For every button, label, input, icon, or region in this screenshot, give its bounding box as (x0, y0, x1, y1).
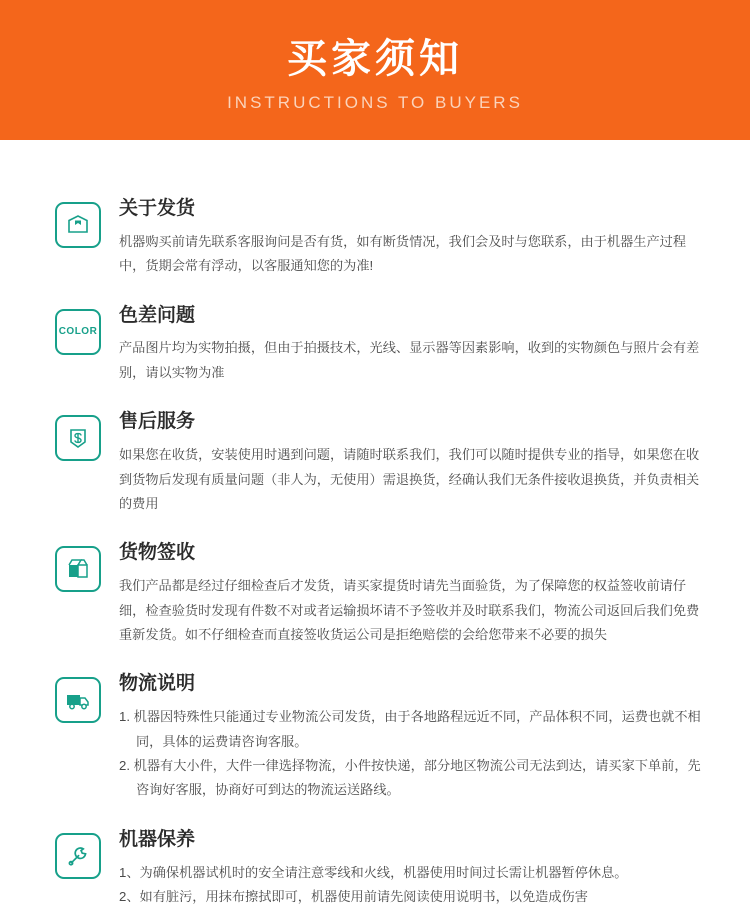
list-item: 1. 机器因特殊性只能通过专业物流公司发货，由于各地路程远近不同，产品体积不同，运费也就不相同，具体的运费请咨询客服。 (119, 709, 701, 749)
page-title: 买家须知 (287, 37, 463, 81)
section-paragraph: 产品图片均为实物拍摄，但由于拍摄技术，光线、显示器等因素影响，收到的实物颜色与照片会有差别，请以实物为准 (119, 340, 700, 380)
section-goods-receipt (55, 542, 710, 647)
page-subtitle: INSTRUCTIONS TO BUYERS (227, 93, 523, 112)
section-body (119, 542, 710, 647)
section-paragraph: 机器购买前请先联系客服询问是否有货，如有断货情况，我们会及时与您联系，由于机器生产过程中，货期会常有浮动，以客服通知您的为准! (119, 233, 687, 274)
section-color-difference (55, 305, 710, 386)
section-after-sales (55, 411, 710, 516)
delivery-truck-icon (55, 677, 101, 723)
open-carton-icon (55, 546, 101, 592)
page-banner (0, 0, 750, 140)
list-item: 1、为确保机器试机时的安全请注意零线和火线，机器使用时间过长需让机器暂停休息。 (119, 864, 628, 880)
wrench-icon (55, 833, 101, 879)
section-body (119, 829, 710, 910)
section-title: 货物签收 (119, 542, 196, 564)
section-title: 物流说明 (119, 673, 196, 695)
section-title: 色差问题 (119, 304, 196, 326)
section-maintenance (55, 829, 710, 910)
dollar-shield-icon (55, 415, 101, 461)
section-body (119, 198, 710, 279)
section-body (119, 411, 710, 516)
instructions-list (0, 140, 750, 910)
section-title: 机器保养 (119, 828, 196, 850)
list-item: 2、如有脏污，用抹布擦拭即可，机器使用前请先阅读使用说明书，以免造成伤害 (119, 889, 588, 905)
section-list (119, 705, 710, 803)
section-body (119, 305, 710, 386)
section-list (119, 861, 710, 910)
section-title: 售后服务 (119, 411, 196, 433)
section-paragraph: 如果您在收货，安装使用时遇到问题，请随时联系我们，我们可以随时提供专业的指导，如果您在收到货物后发现有质量问题（非人为，无使用）需退换货，经确认我们无条件接收退换货，并负责相关的费用 (119, 447, 700, 511)
section-title: 关于发货 (119, 198, 196, 219)
color-swatch-icon (55, 309, 101, 355)
package-box-icon (55, 202, 101, 248)
section-paragraph: 我们产品都是经过仔细检查后才发货，请买家提货时请先当面验货，为了保障您的权益签收前请仔细，检查验货时发现有件数不对或者运输损坏请不予签收并及时联系我们，物流公司返回后我们免费重新发货。如不仔细检查而直接签收货运公司是拒绝赔偿的会给您带来不必要的损失 (119, 578, 700, 642)
section-logistics (55, 673, 710, 802)
color-swatch-label: COLOR (58, 326, 98, 338)
section-shipping (55, 198, 710, 279)
list-item: 2. 机器有大小件，大件一律选择物流，小件按快递，部分地区物流公司无法到达，请买家下单前，先咨询好客服，协商好可到达的物流运送路线。 (119, 758, 701, 798)
section-body (119, 673, 710, 802)
